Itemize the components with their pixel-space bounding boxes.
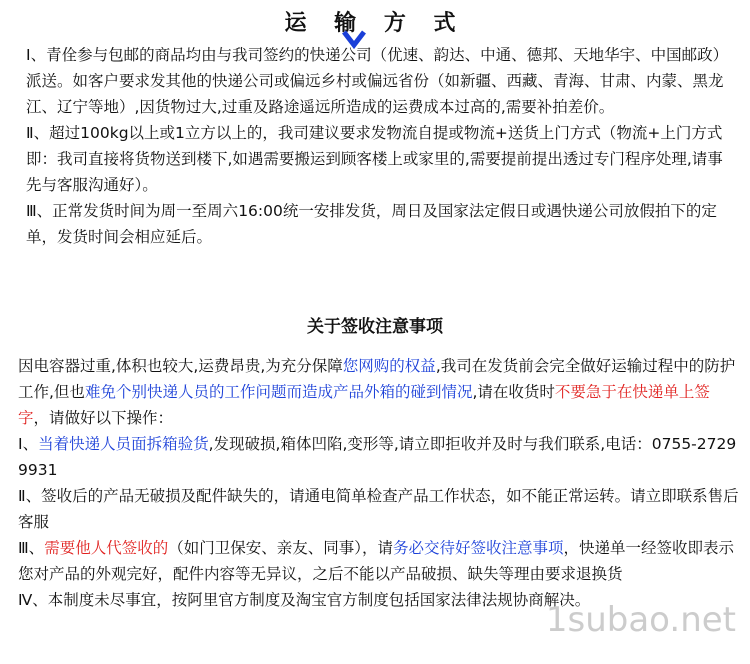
watermark: 1subao.net — [545, 600, 736, 640]
intro-text: ,请在收货时 — [472, 383, 555, 401]
item-highlight: 务必交待好签收注意事项 — [392, 539, 564, 557]
intro-text: ,我司在发货前会完全做好运输过程中的防护工作,但也 — [18, 357, 736, 401]
intro-highlight-rights: 您网购的权益 — [342, 357, 436, 375]
sign-item-1 — [18, 431, 740, 483]
intro-text: 因电容器过重,体积也较大,运费昂贵,为充分保障 — [18, 357, 343, 375]
item-text: ，快递单一经签收即表示您对产品的外观完好，配件内容等无异议，之后不能以产品破损、缺失等理由要求退换货 — [18, 539, 734, 583]
shipping-item-2: Ⅱ、超过100kg以上或1立方以上的，我司建议要求发物流自提或物流+送货上门方式（物流+上门方式即：我司直接将货物送到楼下,如遇需要搬运到顾客楼上或家里的,需要提前提出透过专门程序处理,请事先与客服沟通好）。 — [26, 124, 723, 194]
intro-text: ，请做好以下操作： — [33, 409, 174, 427]
item-number: Ⅲ、 — [18, 539, 45, 557]
item-warning: 需要他人代签收的 — [44, 539, 169, 557]
item-text: ,发现破损,箱体凹陷,变形等,请立即拒收并及时与我们联系,电话：0755-2729 9931 — [18, 435, 737, 479]
sign-intro — [18, 353, 740, 431]
intro-warning: 不要急于在快递单上签字 — [18, 383, 710, 427]
intro-highlight-damage: 难免个别快递人员的工作问题而造成产品外箱的碰到情况 — [84, 383, 473, 401]
item-number: Ⅰ、 — [18, 435, 39, 453]
shipping-item-3: Ⅲ、正常发货时间为周一至周六16:00统一安排发货，周日及国家法定假日或遇快递公司放假拍下的定单，发货时间会相应延后。 — [26, 202, 717, 246]
sign-item-2: Ⅱ、签收后的产品无破损及配件缺失的，请通电简单检查产品工作状态，如不能正常运转。请立即联系售后客服 — [18, 487, 739, 531]
sign-heading: 关于签收注意事项 — [307, 317, 443, 337]
item-highlight: 当着快递人员面拆箱验货 — [38, 435, 209, 453]
sign-section — [18, 353, 740, 613]
item-text: （如门卫保安、亲友、同事），请 — [168, 539, 393, 557]
page-title: 运 输 方 式 — [284, 11, 466, 36]
sign-item-3 — [18, 535, 740, 587]
shipping-item-1: Ⅰ、青佺参与包邮的商品均由与我司签约的快递公司（优速、韵达、中通、德邦、天地华宇、中国邮政）派送。如客户要求发其他的快递公司或偏远乡村或偏远省份（如新疆、西藏、青海、甘肃、内蒙、黑龙江、辽宁等地）,因货物过大,过重及路途遥远所造成的运费成本过高的,需要补拍差价。 — [26, 46, 729, 116]
shipping-section — [26, 42, 736, 250]
sign-item-4: Ⅳ、本制度未尽事宜，按阿里官方制度及淘宝官方制度包括国家法律法规协商解决。 — [18, 591, 591, 609]
